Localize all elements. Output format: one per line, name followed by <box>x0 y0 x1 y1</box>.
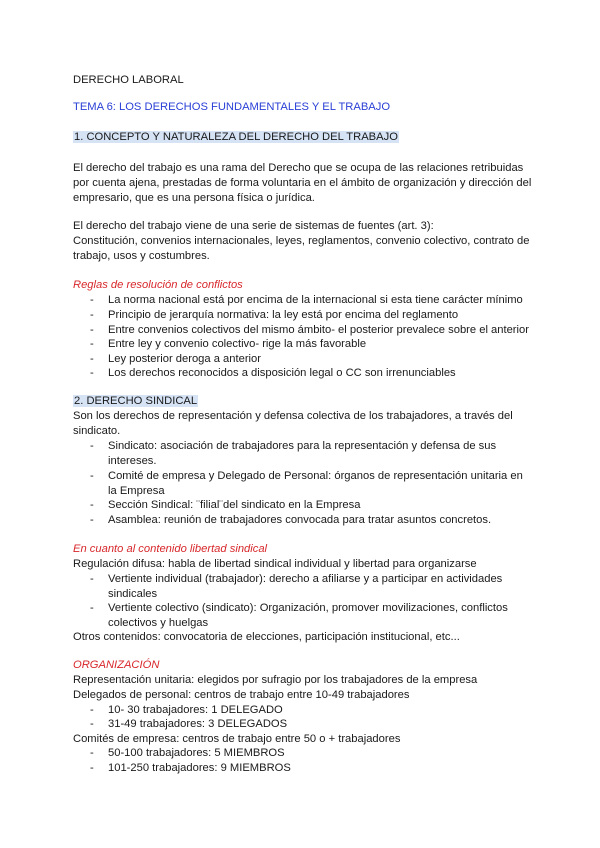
paragraph-line: El derecho del trabajo viene de una serie de sistemas de fuentes (art. 3): <box>73 220 434 232</box>
list-item: Vertiente colectivo (sindicato): Organización, promover movilizaciones, conflictos <box>108 602 508 614</box>
paragraph-line: Representación unitaria: elegidos por sufragio por los trabajadores de la empresa <box>73 674 478 686</box>
list-item: Sindicato: asociación de trabajadores para la representación y defensa de sus <box>108 440 497 452</box>
list-item-cont: intereses. <box>108 455 157 467</box>
list-item-cont: la Empresa <box>108 485 165 497</box>
bullet-marker: - <box>90 602 94 614</box>
list-item: La norma nacional está por encima de la internacional si esta tiene carácter mínimo <box>108 294 523 306</box>
paragraph-line: sindicato. <box>73 425 121 437</box>
list-item: Principio de jerarquía normativa: la ley está por encima del reglamento <box>108 309 459 321</box>
list-item: Entre convenios colectivos del mismo ámbito- el posterior prevalece sobre el anterior <box>108 324 529 336</box>
doc-title: DERECHO LABORAL <box>73 74 184 86</box>
list-item: 10- 30 trabajadores: 1 DELEGADO <box>108 704 283 716</box>
list-item: Ley posterior deroga a anterior <box>108 353 261 365</box>
bullet-marker: - <box>90 294 94 306</box>
bullet-marker: - <box>90 718 94 730</box>
list-item: Comité de empresa y Delegado de Personal: órganos de representación unitaria en <box>108 470 523 482</box>
paragraph-line: Otros contenidos: convocatoria de elecciones, participación institucional, etc... <box>73 631 460 643</box>
paragraph-line: empresario, que es una persona física o jurídica. <box>73 192 315 204</box>
rules-title: Reglas de resolución de conflictos <box>73 279 243 291</box>
paragraph-line: por cuenta ajena, prestadas de forma voluntaria en el ámbito de organización y dirección del <box>73 177 532 189</box>
section-1-heading: 1. CONCEPTO Y NATURALEZA DEL DERECHO DEL TRABAJO <box>74 131 398 143</box>
list-item: Sección Sindical: ¨filial¨del sindicato en la Empresa <box>108 499 361 511</box>
bullet-marker: - <box>90 762 94 774</box>
bullet-marker: - <box>90 324 94 336</box>
paragraph-line: Comités de empresa: centros de trabajo entre 50 o + trabajadores <box>73 733 401 745</box>
list-item: Asamblea: reunión de trabajadores convocada para tratar asuntos concretos. <box>108 514 492 526</box>
list-item-cont: colectivos y huelgas <box>108 617 209 629</box>
bullet-marker: - <box>90 470 94 482</box>
list-item-cont: sindicales <box>108 588 158 600</box>
list-item: Vertiente individual (trabajador): derecho a afiliarse y a participar en actividades <box>108 573 503 585</box>
bullet-marker: - <box>90 338 94 350</box>
bullet-marker: - <box>90 440 94 452</box>
paragraph-line: El derecho del trabajo es una rama del Derecho que se ocupa de las relaciones retribuidas <box>73 162 524 174</box>
paragraph-line: Son los derechos de representación y defensa colectiva de los trabajadores, a través del <box>73 410 513 422</box>
list-item: 101-250 trabajadores: 9 MIEMBROS <box>108 762 291 774</box>
bullet-marker: - <box>90 367 94 379</box>
list-item: 31-49 trabajadores: 3 DELEGADOS <box>108 718 288 730</box>
paragraph-line: Regulación difusa: habla de libertad sindical individual y libertad para organizarse <box>73 558 477 570</box>
bullet-marker: - <box>90 704 94 716</box>
paragraph-line: Constitución, convenios internacionales, leyes, reglamentos, convenio colectivo, contrato de <box>73 235 530 247</box>
tema-title: TEMA 6: LOS DERECHOS FUNDAMENTALES Y EL TRABAJO <box>73 101 391 113</box>
section-2-heading: 2. DERECHO SINDICAL <box>74 395 198 407</box>
bullet-marker: - <box>90 747 94 759</box>
list-item: Los derechos reconocidos a disposición legal o CC son irrenunciables <box>108 367 456 379</box>
paragraph-line: trabajo, usos y costumbres. <box>73 250 210 262</box>
bullet-marker: - <box>90 514 94 526</box>
org-title: ORGANIZACIÓN <box>73 659 160 671</box>
bullet-marker: - <box>90 499 94 511</box>
list-item: Entre ley y convenio colectivo- rige la más favorable <box>108 338 367 350</box>
paragraph-line: Delegados de personal: centros de trabajo entre 10-49 trabajadores <box>73 689 410 701</box>
content-title: En cuanto al contenido libertad sindical <box>73 543 268 555</box>
bullet-marker: - <box>90 573 94 585</box>
list-item: 50-100 trabajadores: 5 MIEMBROS <box>108 747 285 759</box>
bullet-marker: - <box>90 353 94 365</box>
bullet-marker: - <box>90 309 94 321</box>
